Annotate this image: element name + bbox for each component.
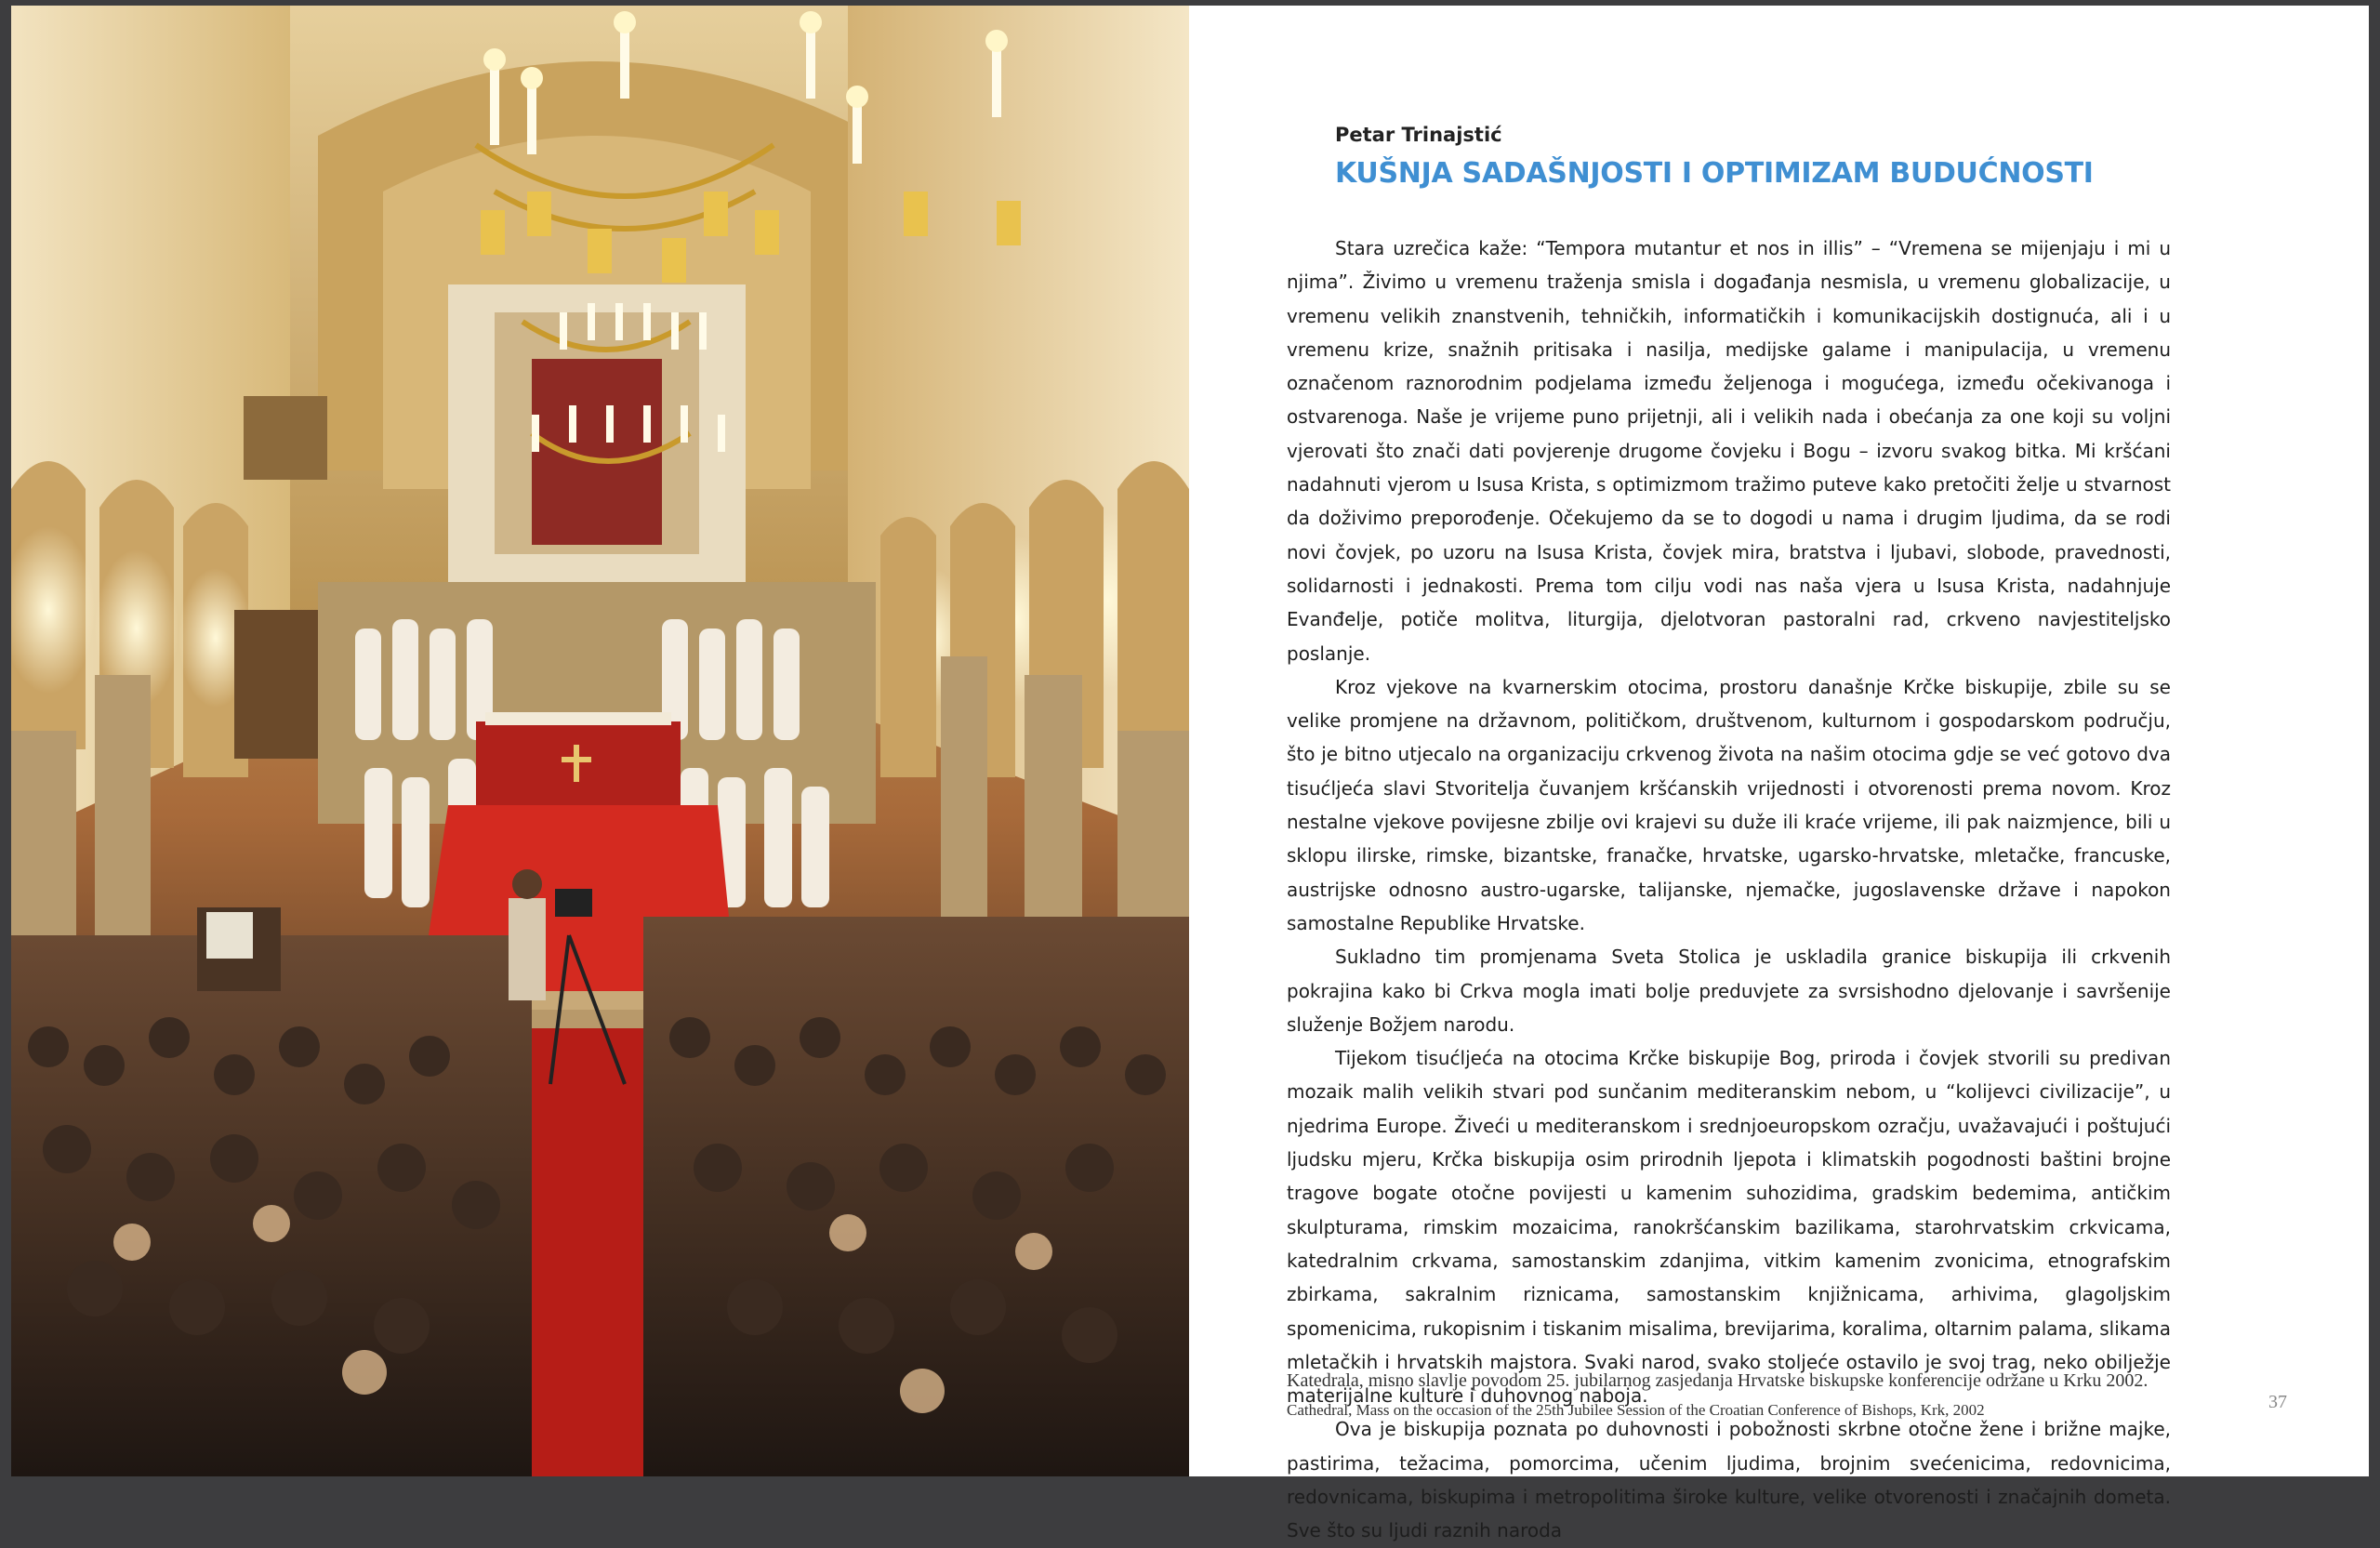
paragraph: Tijekom tisućljeća na otocima Krčke biskupije Bog, priroda i čovjek stvorili su predivan mozaik malih velikih stvari pod sunčanim mediteranskim nebom, u “kolijevci civilizacije”, u njedrima Europe. Živeći u mediteranskom i srednjoeuropskom ozračju, uvažavajući i poštujući ljudsku mjeru, Krčka biskupija osim prirodnih ljepota i klimatskih pogodnosti baštini brojne tragove bogate otočne povijesti u kamenim suhozidima, gradskim bedemima, antičkim skulpturama, rimskim mozaicima, ranokršćanskim bazilikama, starohrvatskim crkvicama, katedralnim crkvama, samostanskim zdanjima, vitkim kamenim zvonicima, etnografskim zbirkama, sakralnim riznicama, samostanskim knjižnicama, arhivima, glagoljskim spomenicima, rukopisnim i tiskanim misalima, brevijarima, koralima, oltarnim palama, slikama mletačkih i hrvatskih majstora. Svaki narod, svako stoljeće ostavilo je svoj trag, neko obilježje materijalne kulture i duhovnog naboja. xyxy=(1287,1047,2171,1408)
page-number: 37 xyxy=(2268,1392,2287,1412)
paragraph: Ova je biskupija poznata po duhovnosti i pobožnosti skrbne otočne žene i brižne majke, pastirima, težacima, pomorcima, učenim ljudima, brojnim svećenicima, redovnicima, redovnicama, biskupima i metropolitima široke kulture, velike otvorenosti i značajnih dometa. Sve što su ljudi raznih naroda xyxy=(1287,1418,2171,1542)
paragraph: Kroz vjekove na kvarnerskim otocima, prostoru današnje Krčke biskupije, zbile su se velike promjene na državnom, političkom, društvenom, kulturnom i gospodarskom području, što je bitno utjecalo na organizaciju crkvenog života na našim otocima gdje se već gotovo dva tisućljeća slavi Stvoritelja čuvanjem kršćanskih vrijednosti i otvorenosti prema novom. Kroz nestalne vjekove povijesne zbilje ovi krajevi su duže ili kraće vrijeme, ili pak naizmjence, bili u sklopu ilirske, rimske, bizantske, franačke, hrvatske, ugarsko-hrvatske, mletačke, francuske, austrijske odnosno austro-ugarske, talijanske, njemačke, jugoslavenske države i napokon samostalne Republike Hrvatske. xyxy=(1287,675,2171,934)
paragraph: Sukladno tim promjenama Sveta Stolica je uskladila granice biskupija ili crkvenih pokrajina kako bi Crkva mogla imati bolje preduvjete za svrsishodno djelovanje i savršenije služenje Božjem narodu. xyxy=(1287,946,2171,1036)
book-spread xyxy=(11,6,2369,1542)
paragraph: Stara uzrečica kaže: “Tempora mutantur et nos in illis” – “Vremena se mijenjaju i mi u njima”. Živimo u vremenu traženja smisla i događanja nesmisla, u vremenu globalizacije, u vremenu velikih znanstvenih, tehničkih, informatičkih i komunikacijskih dostignuća, ali i u vremenu krize, snažnih pritisaka i nasilja, medijske galame i manipulacija, u vremenu označenom raznorodnim podjelama između željenoga i mogućega, između očekivanoga i ostvarenoga. Naše je vrijeme puno prijetnji, ali i velikih nada i obećanja za one koji su voljni vjerovati što znači dati povjerenje drugome čovjeku i Bogu – izvoru svakog bitka. Mi kršćani nadahnuti vjerom u Isusa Krista, s optimizmom tražimo puteve kako pretočiti želje u stvarnost da doživimo preporođenje. Očekujemo da se to dogodi u nama i drugim ljudima, da se rodi novi čovjek, po uzoru na Isusa Krista, čovjek mira, bratstva i ljubavi, slobode, pravednosti, solidarnosti i jednakosti. Prema tom cilju vodi nas naša vjera u Isusa Krista, nadahnjuje Evanđelje, potiče molitva, liturgija, djelotvoran pastoralni rad, crkveno navjestiteljsko poslanje. xyxy=(1287,237,2171,665)
photo-caption xyxy=(1287,1368,2198,1423)
article-body xyxy=(1287,232,2171,1548)
text-page xyxy=(1189,6,2369,1542)
cathedral-photo xyxy=(11,6,1189,1476)
caption-croatian: Katedrala, misno slavlje povodom 25. jubilarnog zasjedanja Hrvatske biskupske konferencije održane u Krku 2002. xyxy=(1287,1370,2149,1391)
caption-english: Cathedral, Mass on the occasion of the 25th Jubilee Session of the Croatian Conference of Bishops, Krk, 2002 xyxy=(1287,1401,1985,1419)
author-name: Petar Trinajstić xyxy=(1335,124,1502,146)
article-title: KUŠNJA SADAŠNJOSTI I OPTIMIZAM BUDUĆNOSTI xyxy=(1335,157,2094,190)
cathedral-illustration xyxy=(11,6,1189,1476)
